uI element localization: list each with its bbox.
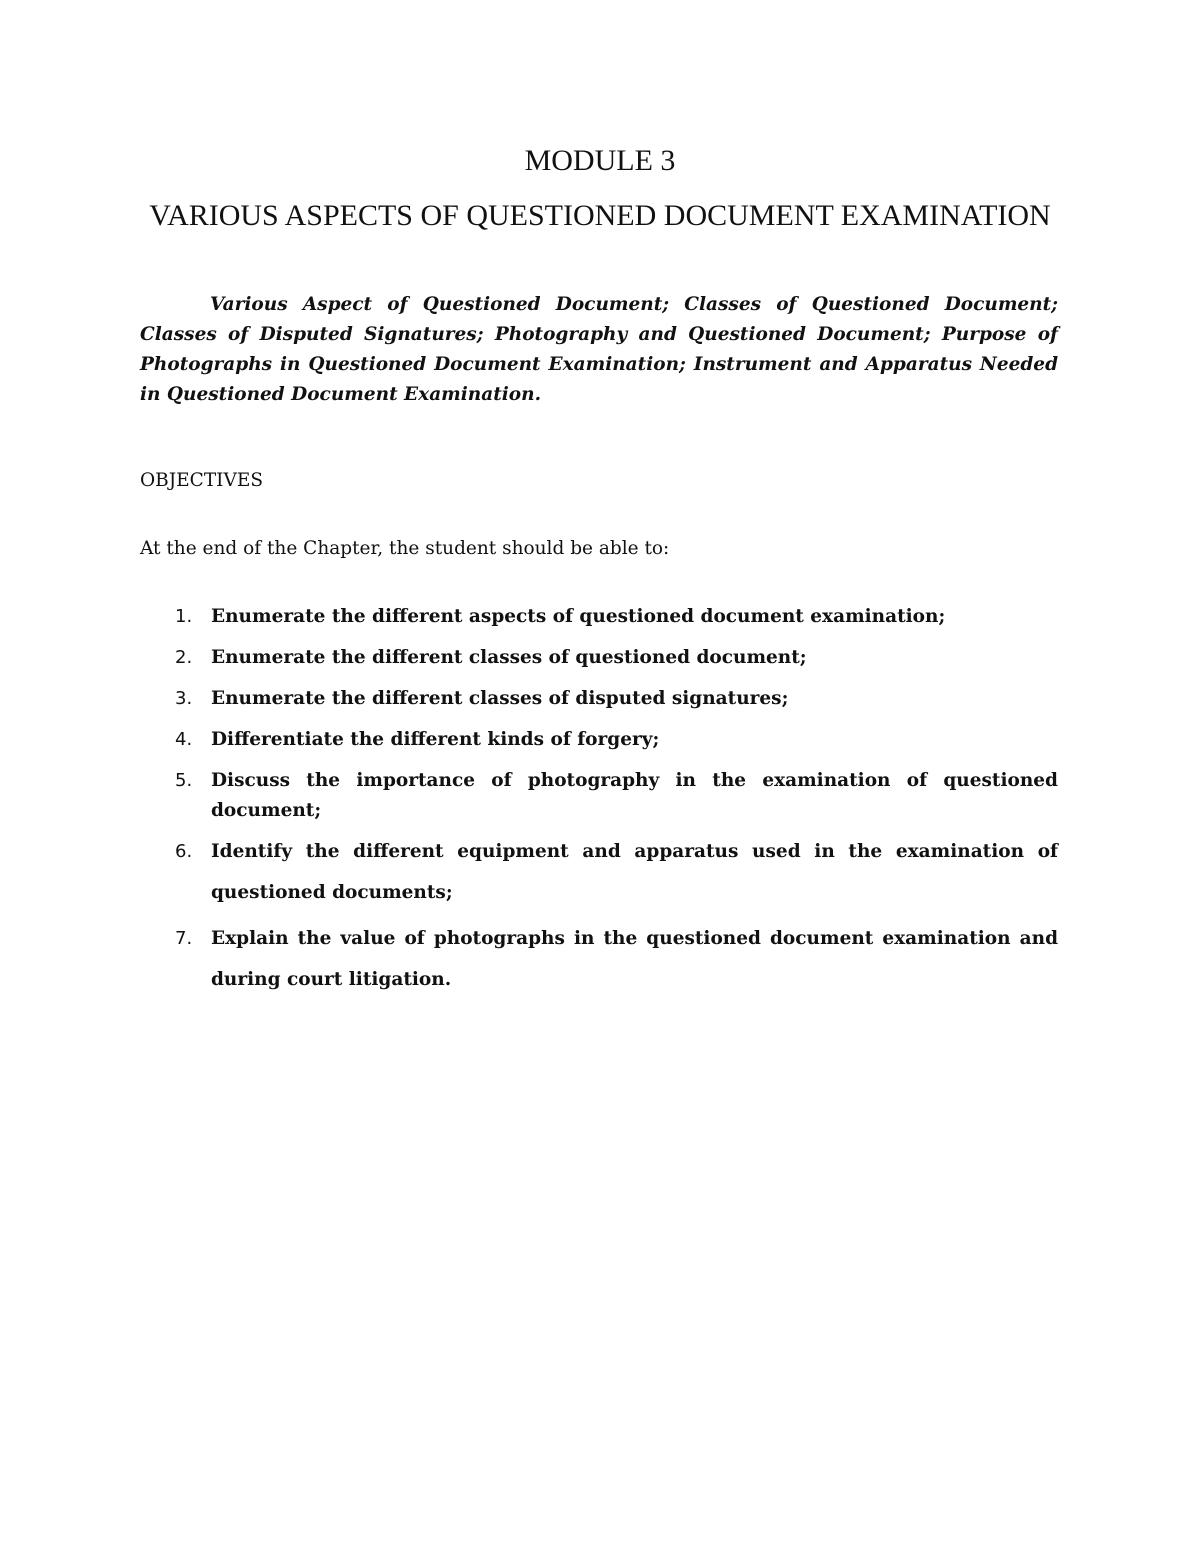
list-item-text: Enumerate the different classes of disputed signatures; (211, 688, 789, 709)
list-item-text: Explain the value of photographs in the questioned document examination and during court litigation. (211, 928, 1058, 990)
list-item (140, 602, 1058, 632)
objectives-intro: At the end of the Chapter, the student should be able to: (140, 538, 670, 559)
objectives-list (140, 602, 1058, 1011)
list-item (140, 643, 1058, 673)
page-title: VARIOUS ASPECTS OF QUESTIONED DOCUMENT EXAMINATION (149, 199, 1051, 232)
list-item-number: 1. (175, 606, 193, 627)
module-summary: Various Aspect of Questioned Document; Classes of Questioned Document; Classes of Disputed Signatures; Photography and Questioned Document; Purpose of Photographs in Questioned Document Examination; Instrument and Apparatus Needed in Questioned Document Examination. (140, 294, 1058, 405)
list-item-number: 4. (175, 729, 193, 750)
list-item-text: Enumerate the different classes of questioned document; (211, 647, 807, 668)
objectives-heading: OBJECTIVES (140, 470, 264, 491)
list-item (140, 837, 1058, 913)
list-item-text: Discuss the importance of photography in the examination of questioned document; (211, 770, 1058, 821)
list-item-number: 2. (175, 647, 193, 668)
list-item-number: 7. (175, 928, 193, 949)
module-heading: MODULE 3 (524, 144, 676, 177)
list-item-text: Differentiate the different kinds of forgery; (211, 729, 660, 750)
list-item (140, 725, 1058, 755)
list-item (140, 924, 1058, 1000)
list-item (140, 684, 1058, 714)
list-item-text: Enumerate the different aspects of questioned document examination; (211, 606, 946, 627)
list-item (140, 766, 1058, 826)
list-item-number: 3. (175, 688, 193, 709)
list-item-text: Identify the different equipment and apparatus used in the examination of questioned documents; (211, 841, 1058, 903)
list-item-number: 5. (175, 770, 193, 791)
list-item-number: 6. (175, 841, 193, 862)
